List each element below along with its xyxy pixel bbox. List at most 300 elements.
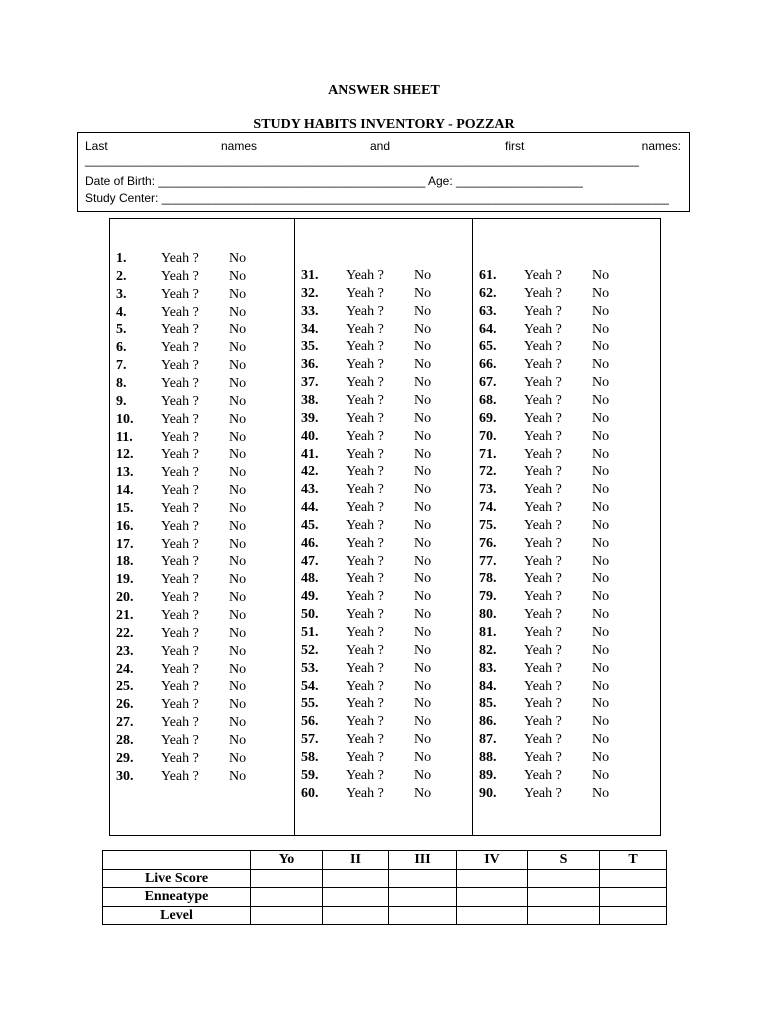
answer-no-option[interactable]: No (592, 642, 610, 658)
answer-yes-option[interactable]: Yeah ? (524, 321, 562, 337)
answer-no-option[interactable]: No (592, 357, 610, 373)
age-label: Age: (428, 174, 453, 188)
score-cell[interactable] (251, 869, 323, 888)
question-number: 68. (479, 392, 497, 408)
answer-no-option[interactable]: No (229, 358, 247, 374)
answer-yes-option[interactable]: Yeah ? (161, 590, 199, 606)
answer-no-option[interactable]: No (592, 589, 610, 605)
answer-row-75 (479, 517, 639, 535)
question-number: 17. (116, 536, 134, 552)
answer-no-option[interactable]: No (229, 375, 247, 391)
answer-no-option[interactable]: No (592, 517, 610, 533)
answer-yes-option[interactable]: Yeah ? (346, 785, 384, 801)
answer-row-19 (116, 571, 276, 589)
answer-no-option[interactable]: No (414, 535, 432, 551)
answer-yes-option[interactable]: Yeah ? (161, 322, 199, 338)
answer-yes-option[interactable]: Yeah ? (346, 517, 384, 533)
score-cell[interactable] (528, 869, 600, 888)
answer-yes-option[interactable]: Yeah ? (161, 465, 199, 481)
answer-no-option[interactable]: No (414, 607, 432, 623)
answer-no-option[interactable]: No (229, 286, 247, 302)
question-number: 72. (479, 464, 497, 480)
score-row-live-score (103, 869, 667, 888)
answer-yes-option[interactable]: Yeah ? (161, 518, 199, 534)
answer-no-option[interactable]: No (229, 732, 247, 748)
answer-yes-option[interactable]: Yeah ? (524, 678, 562, 694)
answer-row-13 (116, 464, 276, 482)
answer-row-68 (479, 392, 639, 410)
answer-no-option[interactable]: No (229, 679, 247, 695)
answer-no-option[interactable]: No (592, 678, 610, 694)
answer-no-option[interactable]: No (229, 465, 247, 481)
answer-row-61 (479, 267, 639, 285)
answer-no-option[interactable]: No (229, 750, 247, 766)
answer-no-option[interactable]: No (592, 553, 610, 569)
question-number: 28. (116, 732, 134, 748)
answer-yes-option[interactable]: Yeah ? (524, 571, 562, 587)
answer-row-18 (116, 553, 276, 571)
answer-no-option[interactable]: No (592, 428, 610, 444)
answer-row-17 (116, 536, 276, 554)
answer-yes-option[interactable]: Yeah ? (524, 410, 562, 426)
answer-no-option[interactable]: No (414, 375, 432, 391)
answer-yes-option[interactable]: Yeah ? (161, 429, 199, 445)
question-number: 80. (479, 607, 497, 623)
answer-no-option[interactable]: No (229, 608, 247, 623)
answer-no-option[interactable]: No (592, 321, 610, 337)
question-number: 73. (479, 482, 497, 498)
answer-no-option[interactable]: No (414, 268, 432, 283)
question-number: 63. (479, 303, 497, 319)
answer-no-option[interactable]: No (592, 446, 610, 462)
answer-row-57 (301, 731, 461, 749)
answer-yes-option[interactable]: Yeah ? (346, 428, 384, 444)
answer-yes-option[interactable]: Yeah ? (524, 375, 562, 391)
title: ANSWER SHEET (328, 83, 440, 98)
answer-row-41 (301, 446, 461, 464)
answer-no-option[interactable]: No (229, 322, 247, 338)
question-number: 22. (116, 625, 134, 641)
answer-yes-option[interactable]: Yeah ? (346, 375, 384, 391)
answer-no-option[interactable]: No (592, 375, 610, 391)
answer-no-option[interactable]: No (414, 357, 432, 373)
answer-no-option[interactable]: No (592, 464, 610, 480)
answer-row-81 (479, 624, 639, 642)
answer-no-option[interactable]: No (592, 339, 610, 355)
answer-no-option[interactable]: No (414, 749, 432, 765)
answer-no-option[interactable]: No (414, 482, 432, 498)
question-number: 20. (116, 590, 134, 606)
answer-yes-option[interactable]: Yeah ? (346, 268, 384, 283)
question-number: 58. (301, 749, 319, 765)
question-number: 69. (479, 410, 497, 426)
answer-no-option[interactable]: No (414, 321, 432, 337)
answer-no-option[interactable]: No (414, 642, 432, 658)
answer-no-option[interactable]: No (414, 464, 432, 480)
answer-no-option[interactable]: No (229, 340, 247, 356)
answer-yes-option[interactable]: Yeah ? (524, 482, 562, 498)
answer-yes-option[interactable]: Yeah ? (161, 268, 199, 284)
answer-row-54 (301, 678, 461, 696)
answer-no-option[interactable]: No (229, 768, 247, 784)
question-number: 18. (116, 554, 134, 570)
answer-no-option[interactable]: No (229, 625, 247, 641)
answer-no-option[interactable]: No (229, 554, 247, 570)
answer-yes-option[interactable]: Yeah ? (161, 679, 199, 695)
age-field[interactable]: ___________________ (456, 174, 583, 188)
question-number: 36. (301, 357, 319, 373)
question-number: 78. (479, 571, 497, 587)
answer-row-6 (116, 339, 276, 357)
question-number: 7. (116, 358, 127, 374)
answer-yes-option[interactable]: Yeah ? (161, 715, 199, 731)
question-number: 49. (301, 589, 319, 605)
answer-no-option[interactable]: No (229, 429, 247, 445)
answer-yes-option[interactable]: Yeah ? (346, 749, 384, 765)
answer-row-85 (479, 695, 639, 713)
answer-no-option[interactable]: No (229, 251, 247, 266)
score-cell[interactable] (251, 906, 323, 925)
answer-row-72 (479, 463, 639, 481)
answer-no-option[interactable]: No (229, 590, 247, 606)
answer-no-option[interactable]: No (592, 625, 610, 640)
answer-no-option[interactable]: No (414, 410, 432, 426)
score-cell[interactable] (457, 869, 528, 888)
answer-yes-option[interactable]: Yeah ? (161, 375, 199, 391)
score-cell[interactable] (389, 888, 457, 907)
answer-no-option[interactable]: No (592, 535, 610, 551)
answer-yes-option[interactable]: Yeah ? (346, 714, 384, 730)
answer-yes-option[interactable]: Yeah ? (346, 321, 384, 337)
answer-no-option[interactable]: No (592, 392, 610, 408)
answer-yes-option[interactable]: Yeah ? (161, 536, 199, 552)
answer-no-option[interactable]: No (229, 500, 247, 516)
answer-no-option[interactable]: No (592, 607, 610, 623)
answer-yes-option[interactable]: Yeah ? (524, 517, 562, 533)
answer-yes-option[interactable]: Yeah ? (161, 554, 199, 570)
answer-row-77 (479, 553, 639, 571)
score-cell[interactable] (389, 869, 457, 888)
answer-no-option[interactable]: No (592, 571, 610, 587)
answer-yes-option[interactable]: Yeah ? (524, 732, 562, 748)
answer-row-79 (479, 588, 639, 606)
answer-no-option[interactable]: No (592, 660, 610, 676)
answer-yes-option[interactable]: Yeah ? (346, 285, 384, 301)
answer-yes-option[interactable]: Yeah ? (161, 393, 199, 409)
answer-no-option[interactable]: No (592, 714, 610, 730)
answer-yes-option[interactable]: Yeah ? (524, 625, 562, 640)
question-number: 86. (479, 714, 497, 730)
answer-yes-option[interactable]: Yeah ? (161, 500, 199, 516)
answer-yes-option[interactable]: Yeah ? (346, 392, 384, 408)
answer-yes-option[interactable]: Yeah ? (161, 483, 199, 499)
answer-row-8 (116, 375, 276, 393)
score-cell[interactable] (528, 888, 600, 907)
score-header-row (103, 851, 667, 870)
answer-yes-option[interactable]: Yeah ? (346, 357, 384, 373)
answer-row-42 (301, 463, 461, 481)
answer-yes-option[interactable]: Yeah ? (161, 340, 199, 356)
answer-yes-option[interactable]: Yeah ? (161, 661, 199, 677)
question-number: 8. (116, 375, 127, 391)
answer-row-67 (479, 374, 639, 392)
answer-yes-option[interactable]: Yeah ? (346, 625, 384, 640)
answer-no-option[interactable]: No (414, 500, 432, 516)
question-number: 5. (116, 322, 127, 338)
answer-no-option[interactable]: No (592, 410, 610, 426)
column-divider (472, 219, 473, 835)
answer-yes-option[interactable]: Yeah ? (524, 642, 562, 658)
answer-yes-option[interactable]: Yeah ? (346, 500, 384, 516)
score-cell[interactable] (600, 888, 667, 907)
question-number: 2. (116, 268, 127, 284)
answer-yes-option[interactable]: Yeah ? (346, 482, 384, 498)
answer-no-option[interactable]: No (592, 303, 610, 319)
answer-yes-option[interactable]: Yeah ? (346, 446, 384, 462)
names-word-names: names (221, 139, 258, 153)
answer-row-7 (116, 357, 276, 375)
answer-row-47 (301, 553, 461, 571)
answer-yes-option[interactable]: Yeah ? (161, 643, 199, 659)
answer-yes-option[interactable]: Yeah ? (346, 732, 384, 748)
question-number: 44. (301, 500, 319, 516)
answer-yes-option[interactable]: Yeah ? (524, 589, 562, 605)
answer-yes-option[interactable]: Yeah ? (346, 553, 384, 569)
score-cell[interactable] (251, 888, 323, 907)
names-underline[interactable]: ___________________________________________________________________________________ (85, 153, 639, 167)
answer-no-option[interactable]: No (414, 392, 432, 408)
study-center-field[interactable]: ____________________________________________________________________________ (161, 191, 669, 205)
answer-no-option[interactable]: No (592, 767, 610, 783)
answer-row-30 (116, 768, 276, 786)
answer-no-option[interactable]: No (229, 661, 247, 677)
answer-yes-option[interactable]: Yeah ? (161, 358, 199, 374)
answer-no-option[interactable]: No (229, 268, 247, 284)
question-number: 53. (301, 660, 319, 676)
score-cell[interactable] (528, 906, 600, 925)
answer-no-option[interactable]: No (592, 696, 610, 712)
answer-row-44 (301, 499, 461, 517)
answer-no-option[interactable]: No (414, 446, 432, 462)
answer-row-37 (301, 374, 461, 392)
answer-no-option[interactable]: No (592, 285, 610, 301)
answer-yes-option[interactable]: Yeah ? (161, 304, 199, 320)
answer-row-43 (301, 481, 461, 499)
answer-no-option[interactable]: No (229, 715, 247, 731)
answer-yes-option[interactable]: Yeah ? (161, 608, 199, 623)
study-center-label: Study Center: (85, 191, 159, 205)
answer-yes-option[interactable]: Yeah ? (346, 464, 384, 480)
score-cell[interactable] (389, 906, 457, 925)
answer-row-48 (301, 570, 461, 588)
answer-yes-option[interactable]: Yeah ? (524, 607, 562, 623)
answer-yes-option[interactable]: Yeah ? (524, 767, 562, 783)
question-number: 38. (301, 392, 319, 408)
names-word-last: Last (85, 139, 108, 153)
question-number: 31. (301, 268, 319, 283)
answer-yes-option[interactable]: Yeah ? (161, 768, 199, 784)
question-number: 87. (479, 732, 497, 748)
answer-no-option[interactable]: No (414, 696, 432, 712)
answer-yes-option[interactable]: Yeah ? (524, 357, 562, 373)
answer-yes-option[interactable]: Yeah ? (524, 553, 562, 569)
question-number: 84. (479, 678, 497, 694)
answer-no-option[interactable]: No (414, 303, 432, 319)
answer-no-option[interactable]: No (414, 714, 432, 730)
answer-row-49 (301, 588, 461, 606)
answer-no-option[interactable]: No (592, 785, 610, 801)
question-number: 32. (301, 285, 319, 301)
answer-no-option[interactable]: No (592, 482, 610, 498)
question-number: 75. (479, 517, 497, 533)
question-number: 29. (116, 750, 134, 766)
answer-yes-option[interactable]: Yeah ? (346, 589, 384, 605)
answer-yes-option[interactable]: Yeah ? (524, 696, 562, 712)
answer-no-option[interactable]: No (229, 518, 247, 534)
question-number: 40. (301, 428, 319, 444)
answer-yes-option[interactable]: Yeah ? (346, 535, 384, 551)
answer-no-option[interactable]: No (414, 285, 432, 301)
answer-no-option[interactable]: No (414, 517, 432, 533)
score-cell[interactable] (457, 906, 528, 925)
answer-no-option[interactable]: No (592, 749, 610, 765)
study-center-row (85, 191, 669, 205)
answer-yes-option[interactable]: Yeah ? (346, 660, 384, 676)
question-number: 21. (116, 608, 134, 623)
answer-yes-option[interactable]: Yeah ? (524, 446, 562, 462)
answer-yes-option[interactable]: Yeah ? (524, 339, 562, 355)
question-number: 66. (479, 357, 497, 373)
answer-yes-option[interactable]: Yeah ? (346, 642, 384, 658)
answer-row-28 (116, 732, 276, 750)
answer-yes-option[interactable]: Yeah ? (161, 447, 199, 463)
answer-no-option[interactable]: No (229, 447, 247, 463)
answer-yes-option[interactable]: Yeah ? (161, 697, 199, 713)
question-number: 54. (301, 678, 319, 694)
answer-yes-option[interactable]: Yeah ? (524, 392, 562, 408)
score-row-label: Enneatype (103, 888, 251, 907)
answer-row-4 (116, 304, 276, 322)
answer-row-89 (479, 767, 639, 785)
answer-yes-option[interactable]: Yeah ? (524, 285, 562, 301)
answer-yes-option[interactable]: Yeah ? (346, 696, 384, 712)
answer-yes-option[interactable]: Yeah ? (524, 749, 562, 765)
answer-row-22 (116, 625, 276, 643)
answer-yes-option[interactable]: Yeah ? (524, 785, 562, 801)
answer-yes-option[interactable]: Yeah ? (161, 251, 199, 266)
answer-yes-option[interactable]: Yeah ? (161, 286, 199, 302)
question-number: 79. (479, 589, 497, 605)
answer-no-option[interactable]: No (414, 571, 432, 587)
answer-row-52 (301, 642, 461, 660)
answer-no-option[interactable]: No (414, 767, 432, 783)
answer-no-option[interactable]: No (414, 339, 432, 355)
question-number: 64. (479, 321, 497, 337)
answer-no-option[interactable]: No (592, 268, 610, 283)
answer-no-option[interactable]: No (229, 411, 247, 427)
answer-yes-option[interactable]: Yeah ? (524, 268, 562, 283)
answer-no-option[interactable]: No (414, 732, 432, 748)
answer-row-51 (301, 624, 461, 642)
answer-yes-option[interactable]: Yeah ? (161, 572, 199, 588)
answer-yes-option[interactable]: Yeah ? (346, 571, 384, 587)
answer-yes-option[interactable]: Yeah ? (524, 464, 562, 480)
score-row-enneatype (103, 888, 667, 907)
answer-no-option[interactable]: No (229, 393, 247, 409)
answer-yes-option[interactable]: Yeah ? (161, 732, 199, 748)
question-number: 43. (301, 482, 319, 498)
dob-field[interactable]: ________________________________________ (158, 174, 426, 188)
answer-row-71 (479, 446, 639, 464)
question-number: 56. (301, 714, 319, 730)
answer-no-option[interactable]: No (592, 732, 610, 748)
answer-row-86 (479, 713, 639, 731)
answer-row-29 (116, 750, 276, 768)
personal-info-box (77, 132, 690, 212)
answer-row-70 (479, 428, 639, 446)
answer-yes-option[interactable]: Yeah ? (524, 428, 562, 444)
answer-row-64 (479, 321, 639, 339)
answer-no-option[interactable]: No (414, 660, 432, 676)
answer-no-option[interactable]: No (414, 785, 432, 801)
question-number: 45. (301, 517, 319, 533)
score-cell[interactable] (323, 888, 389, 907)
answer-no-option[interactable]: No (414, 678, 432, 694)
answer-row-53 (301, 660, 461, 678)
answer-yes-option[interactable]: Yeah ? (161, 625, 199, 641)
answer-no-option[interactable]: No (592, 500, 610, 516)
answer-no-option[interactable]: No (229, 572, 247, 588)
answer-no-option[interactable]: No (414, 625, 432, 640)
answer-row-16 (116, 518, 276, 536)
question-number: 48. (301, 571, 319, 587)
answer-no-option[interactable]: No (414, 428, 432, 444)
answer-no-option[interactable]: No (414, 589, 432, 605)
answer-yes-option[interactable]: Yeah ? (346, 767, 384, 783)
answer-no-option[interactable]: No (229, 643, 247, 659)
score-cell[interactable] (600, 869, 667, 888)
answer-yes-option[interactable]: Yeah ? (346, 678, 384, 694)
score-header-iv: IV (457, 851, 528, 870)
answer-row-5 (116, 321, 276, 339)
question-number: 41. (301, 446, 319, 462)
answer-yes-option[interactable]: Yeah ? (524, 714, 562, 730)
answer-row-80 (479, 606, 639, 624)
answer-no-option[interactable]: No (229, 304, 247, 320)
answer-yes-option[interactable]: Yeah ? (161, 411, 199, 427)
answer-yes-option[interactable]: Yeah ? (346, 607, 384, 623)
answer-yes-option[interactable]: Yeah ? (161, 750, 199, 766)
score-cell[interactable] (323, 906, 389, 925)
answer-no-option[interactable]: No (229, 536, 247, 552)
answer-no-option[interactable]: No (229, 483, 247, 499)
score-cell[interactable] (323, 869, 389, 888)
answer-row-76 (479, 535, 639, 553)
answer-no-option[interactable]: No (414, 553, 432, 569)
answer-yes-option[interactable]: Yeah ? (346, 339, 384, 355)
answer-yes-option[interactable]: Yeah ? (346, 303, 384, 319)
answer-no-option[interactable]: No (229, 697, 247, 713)
answer-yes-option[interactable]: Yeah ? (524, 535, 562, 551)
answer-yes-option[interactable]: Yeah ? (524, 303, 562, 319)
answer-row-88 (479, 749, 639, 767)
answer-yes-option[interactable]: Yeah ? (524, 500, 562, 516)
score-cell[interactable] (600, 906, 667, 925)
answer-yes-option[interactable]: Yeah ? (524, 660, 562, 676)
answer-row-55 (301, 695, 461, 713)
answer-yes-option[interactable]: Yeah ? (346, 410, 384, 426)
score-cell[interactable] (457, 888, 528, 907)
